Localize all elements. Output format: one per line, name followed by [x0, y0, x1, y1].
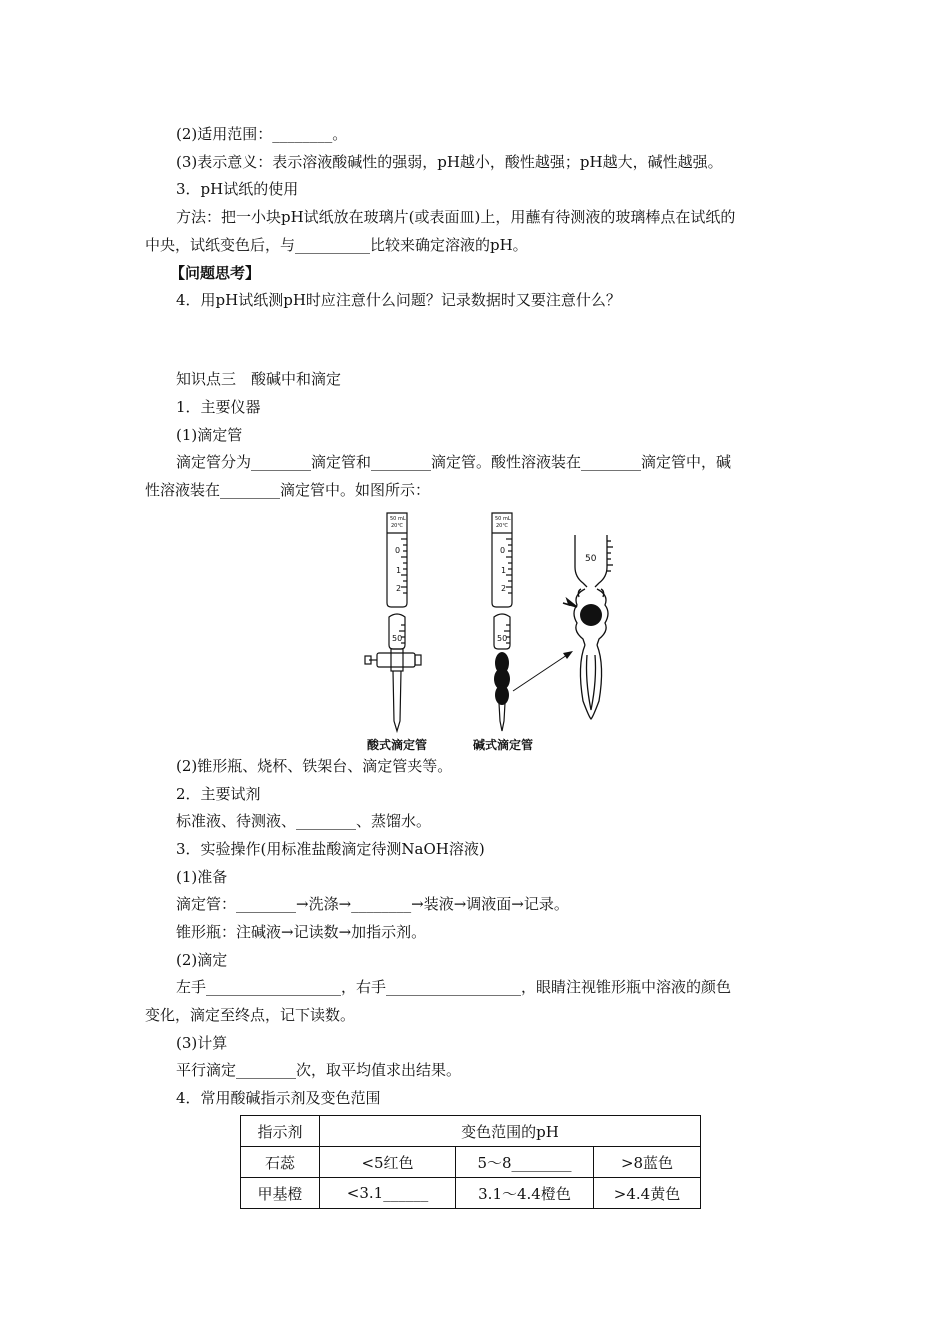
meaning-line: (3)表示意义：表示溶液酸碱性的强弱，pH越小，酸性越强；pH越大，碱性越强。	[176, 153, 723, 171]
calculation-heading: (3)计算	[176, 1034, 228, 1052]
burette-heading: (1)滴定管	[176, 426, 243, 444]
question-heading: 【问题思考】	[170, 264, 261, 282]
glass-bead	[580, 604, 602, 626]
method-line-1: 方法：把一小块pH试纸放在玻璃片(或表面皿)上，用蘸有待测液的玻璃棒点在试纸的	[176, 208, 736, 226]
question-4: 4．用pH试纸测pH时应注意什么问题？记录数据时又要注意什么？	[176, 291, 621, 309]
row-methyl-orange-name: 甲基橙	[241, 1178, 320, 1209]
prep-burette-line: 滴定管：________→洗涤→________→装液→调液面→记录。	[176, 895, 569, 913]
burette-line-1: 滴定管分为________滴定管和________滴定管。酸性溶液装在________滴定管中，碱	[176, 453, 732, 471]
reagents-line: 标准液、待测液、________、蒸馏水。	[176, 812, 432, 830]
base-tick-50: 50	[497, 634, 508, 643]
acid-tick-0: 0	[395, 546, 401, 555]
calculation-line: 平行滴定________次，取平均值求出结果。	[176, 1061, 462, 1079]
titration-heading: (2)滴定	[176, 951, 228, 969]
method-line-2: 中央，试纸变色后，与__________比较来确定溶液的pH。	[145, 236, 528, 254]
row-methyl-orange-high: >4.4黄色	[594, 1178, 701, 1209]
table-row	[241, 1147, 701, 1178]
acid-scale-temp-text: 20℃	[391, 523, 403, 529]
titration-line-2: 变化，滴定至终点，记下读数。	[145, 1006, 356, 1024]
table-header-row	[241, 1116, 701, 1147]
base-tick-1: 1	[501, 566, 507, 575]
burette-line-2: 性溶液装在________滴定管中。如图所示：	[145, 481, 431, 499]
base-scale-temp-text: 20℃	[496, 523, 508, 529]
acid-scale-top-text: 50 mL	[390, 516, 406, 522]
base-tick-0: 0	[500, 546, 506, 555]
acid-burette-scale	[365, 513, 421, 731]
rubber-tube	[494, 652, 510, 705]
table-row	[241, 1178, 701, 1209]
row-litmus-high: >8蓝色	[594, 1147, 701, 1178]
indicator-table	[240, 1115, 701, 1209]
operation-heading: 3．实验操作(用标准盐酸滴定待测NaOH溶液)	[176, 840, 485, 858]
indicator-heading: 4．常用酸碱指示剂及变色范围	[176, 1089, 381, 1107]
row-litmus-mid: 5～8________	[456, 1147, 594, 1178]
burette-figure	[345, 505, 640, 755]
row-methyl-orange-mid: 3.1～4.4橙色	[456, 1178, 594, 1209]
header-indicator: 指示剂	[241, 1116, 320, 1147]
prep-flask-line: 锥形瓶：注碱液→记读数→加指示剂。	[176, 923, 427, 941]
other-instruments-line: (2)锥形瓶、烧杯、铁架台、滴定管夹等。	[176, 757, 453, 775]
base-burette-caption: 碱式滴定管	[473, 738, 534, 752]
enlarged-tick-50: 50	[585, 554, 597, 564]
acid-tick-50: 50	[392, 634, 403, 643]
row-litmus-name: 石蕊	[241, 1147, 320, 1178]
acid-tick-1: 1	[396, 566, 402, 575]
reagents-heading: 2．主要试剂	[176, 785, 261, 803]
knowledge-point-3-title: 知识点三 酸碱中和滴定	[176, 370, 342, 388]
ph-paper-heading: 3．pH试纸的使用	[176, 180, 299, 198]
titration-line-1: 左手__________________，右手__________________，眼睛注视锥形瓶中溶液的颜色	[176, 978, 732, 996]
bead-pointer-arrow	[563, 599, 577, 607]
preparation-heading: (1)准备	[176, 868, 228, 886]
acid-burette-caption: 酸式滴定管	[367, 738, 428, 752]
scope-line: (2)适用范围：________。	[176, 125, 348, 143]
base-tick-2: 2	[501, 584, 507, 593]
base-scale-top-text: 50 mL	[495, 516, 511, 522]
header-range: 变色范围的pH	[320, 1116, 701, 1147]
acid-tick-2: 2	[396, 584, 402, 593]
row-litmus-low: <5红色	[320, 1147, 456, 1178]
row-methyl-orange-low: <3.1______	[320, 1178, 456, 1209]
instruments-heading: 1．主要仪器	[176, 398, 261, 416]
zoom-arrow	[513, 651, 573, 691]
